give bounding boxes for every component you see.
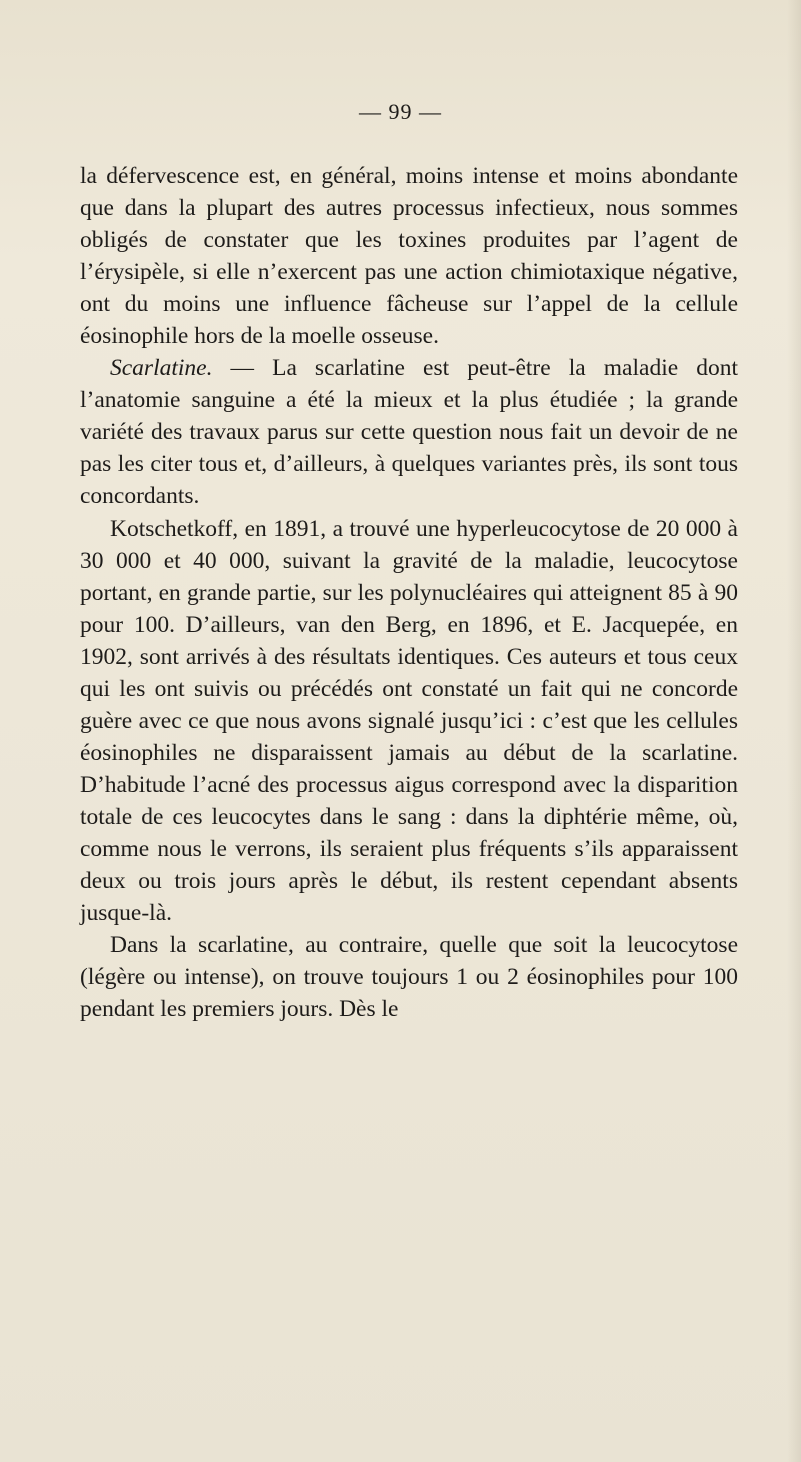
paragraph-scarlatine-text: — La scarlatine est peut-être la maladie dont l’anatomie sanguine a été la mieux et la plus étudiée ; la grande variété des travaux parus sur cette question nous fait un devoir de ne pas les citer tous et, d’ailleurs, à quelques variantes près, ils sont tous concordants. bbox=[80, 355, 738, 510]
paragraph-scarlatine bbox=[80, 352, 738, 512]
body-text bbox=[80, 160, 738, 1025]
paragraph-contraire: Dans la scarlatine, au contraire, quelle que soit la leucocytose (légère ou intense), on trouve toujours 1 ou 2 éosinophiles pour 100 pendant les premiers jours. Dès le bbox=[80, 932, 738, 1023]
section-title-scarlatine: Scarlatine. bbox=[110, 355, 213, 382]
paragraph-kotschetkoff: Kotschetkoff, en 1891, a trouvé une hyperleucocytose de 20 000 à 30 000 et 40 000, suivant la gravité de la maladie, leucocytose portant, en grande partie, sur les polynucléaires qui atteignent 85 à 90 pour 100. D’ailleurs, van den Berg, en 1896, et E. Jacquepée, en 1902, sont arrivés à des résultats identiques. Ces auteurs et tous ceux qui les ont suivis ou précédés ont constaté un fait qui ne concorde guère avec ce que nous avons signalé jusqu’ici : c’est que les cellules éosinophiles ne disparaissent jamais au début de la scarlatine. D’habitude l’acné des processus aigus correspond avec la disparition totale de ces leucocytes dans le sang : dans la diphtérie même, où, comme nous le verrons, ils seraient plus fréquents s’ils apparaissent deux ou trois jours après le début, ils restent cependant absents jusque-là. bbox=[80, 515, 738, 927]
page-edge-shadow bbox=[787, 0, 801, 1462]
paragraph-intro: la défervescence est, en général, moins intense et moins abondante que dans la plupart des autres processus infectieux, nous sommes obligés de constater que les toxines produites par l’agent de l’érysipèle, si elle n’exercent pas une action chimiotaxique négative, ont du moins une influence fâcheuse sur l’appel de la cellule éosinophile hors de la moelle osseuse. bbox=[80, 163, 738, 350]
page-number: — 99 — bbox=[359, 99, 442, 124]
